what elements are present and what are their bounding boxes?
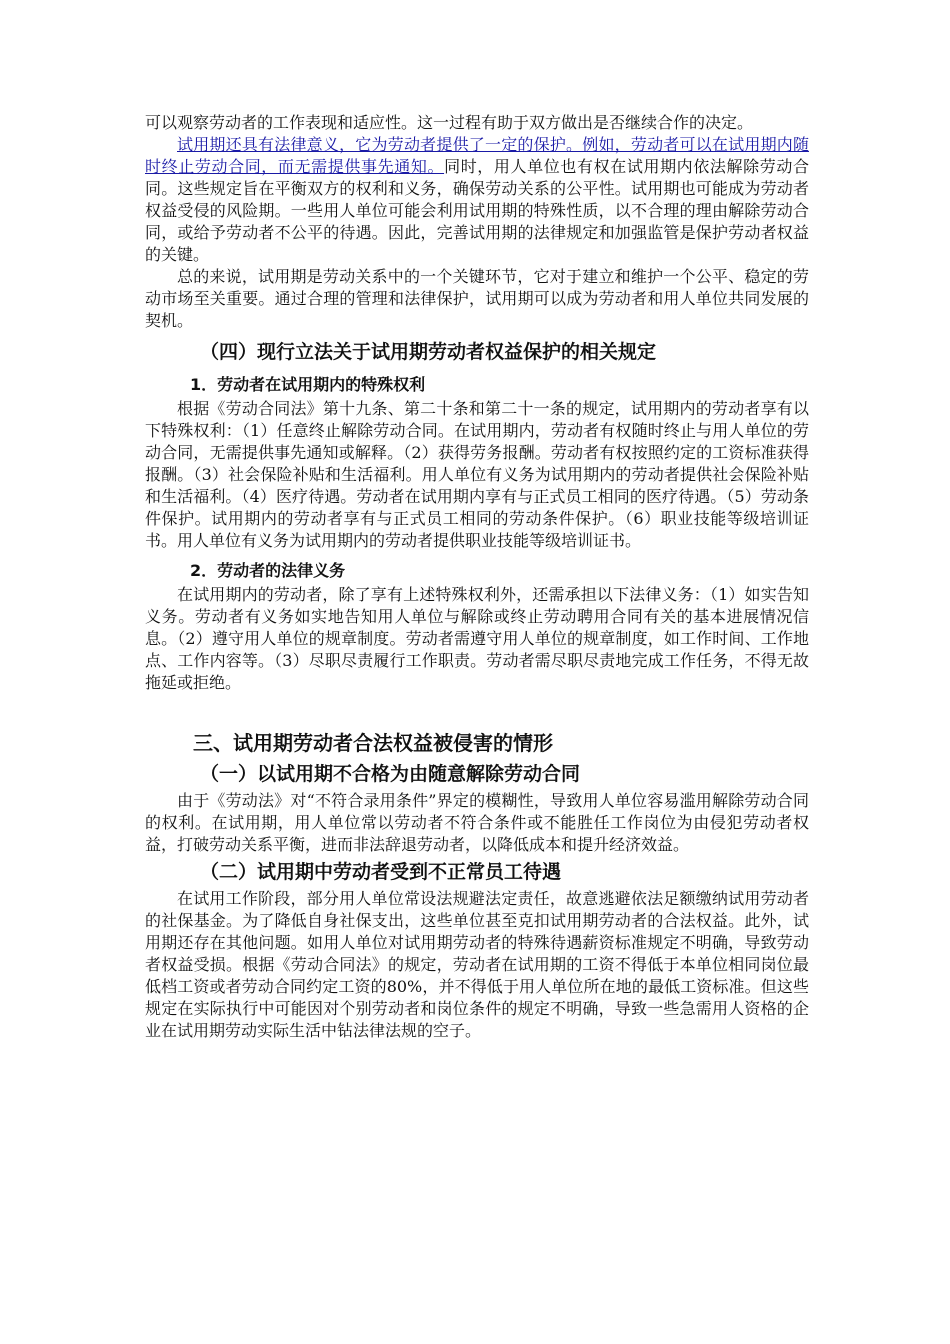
paragraph-legal-significance-rest: 同时，用人单位也有权在试用期内依法解除劳动合同。这些规定旨在平衡双方的权利和义务，确保劳动关系的公平性。试用期也可能成为劳动者权益受侵的风险期。一些用人单位可能会利用试用期的特殊性质，以不合理的理由解除劳动合同，或给予劳动者不公平的待遇。因此，完善试用期的法律规定和加强监管是保护劳动者权益的关键。	[145, 157, 809, 264]
subheading-legal-obligations: 2．劳动者的法律义务	[190, 561, 346, 580]
paragraph-legal-obligations: 在试用期内的劳动者，除了享有上述特殊权利外，还需承担以下法律义务：（1）如实告知义务。劳动者有义务如实地告知用人单位与解除或终止劳动聘用合同有关的基本进展情况信息。（2）遵守用人单位的规章制度。劳动者需遵守用人单位的规章制度，如工作时间、工作地点、工作内容等。（3）尽职尽责履行工作职责。劳动者需尽职尽责地完成工作任务，不得无故拖延或拒绝。	[145, 585, 809, 692]
paragraph-arbitrary-termination: 由于《劳动法》对“不符合录用条件”界定的模糊性，导致用人单位容易滥用解除劳动合同的权利。在试用期，用人单位常以劳动者不符合条件或不能胜任工作岗位为由侵犯劳动者权益，打破劳动关系平衡，进而非法辞退劳动者，以降低成本和提升经济效益。	[145, 791, 809, 854]
hyperlink-text[interactable]: 试用期还具有法律意义，它为劳动者提供了一定的保护。例如，劳动者可以在试用期内随时终止劳动合同，而无需提供事先通知。	[145, 135, 809, 176]
document-page	[145, 112, 809, 1042]
section-heading-one: （一）以试用期不合格为由随意解除劳动合同	[200, 763, 581, 785]
paragraph-trial-observation: 可以观察劳动者的工作表现和适应性。这一过程有助于双方做出是否继续合作的决定。	[145, 113, 754, 132]
paragraph-legal-significance	[145, 134, 809, 266]
subheading-special-rights: 1．劳动者在试用期内的特殊权利	[190, 375, 426, 394]
chapter-heading-three: 三、试用期劳动者合法权益被侵害的情形	[193, 731, 553, 755]
section-heading-two: （二）试用期中劳动者受到不正常员工待遇	[200, 861, 562, 883]
paragraph-summary: 总的来说，试用期是劳动关系中的一个关键环节，它对于建立和维护一个公平、稳定的劳动市场至关重要。通过合理的管理和法律保护，试用期可以成为劳动者和用人单位共同发展的契机。	[145, 267, 809, 330]
section-heading-four: （四）现行立法关于试用期劳动者权益保护的相关规定	[200, 341, 657, 363]
paragraph-special-rights: 根据《劳动合同法》第十九条、第二十条和第二十一条的规定，试用期内的劳动者享有以下特殊权利：（1）任意终止解除劳动合同。在试用期内，劳动者有权随时终止与用人单位的劳动合同，无需提供事先通知或解释。（2）获得劳务报酬。劳动者有权按照约定的工资标准获得报酬。（3）社会保险补贴和生活福利。用人单位有义务为试用期内的劳动者提供社会保险补贴和生活福利。（4）医疗待遇。劳动者在试用期内享有与正式员工相同的医疗待遇。（5）劳动条件保护。试用期内的劳动者享有与正式员工相同的劳动条件保护。（6）职业技能等级培训证书。用人单位有义务为试用期内的劳动者提供职业技能等级培训证书。	[145, 399, 809, 550]
paragraph-unfair-treatment: 在试用工作阶段，部分用人单位常设法规避法定责任，故意逃避依法足额缴纳试用劳动者的社保基金。为了降低自身社保支出，这些单位甚至克扣试用期劳动者的合法权益。此外，试用期还存在其他问题。如用人单位对试用期劳动者的特殊待遇薪资标准规定不明确，导致劳动者权益受损。根据《劳动合同法》的规定，劳动者在试用期的工资不得低于本单位相同岗位最低档工资或者劳动合同约定工资的80%，并不得低于用人单位所在地的最低工资标准。但这些规定在实际执行中可能因对个别劳动者和岗位条件的规定不明确，导致一些急需用人资格的企业在试用期劳动实际生活中钻法律法规的空子。	[145, 889, 809, 1040]
